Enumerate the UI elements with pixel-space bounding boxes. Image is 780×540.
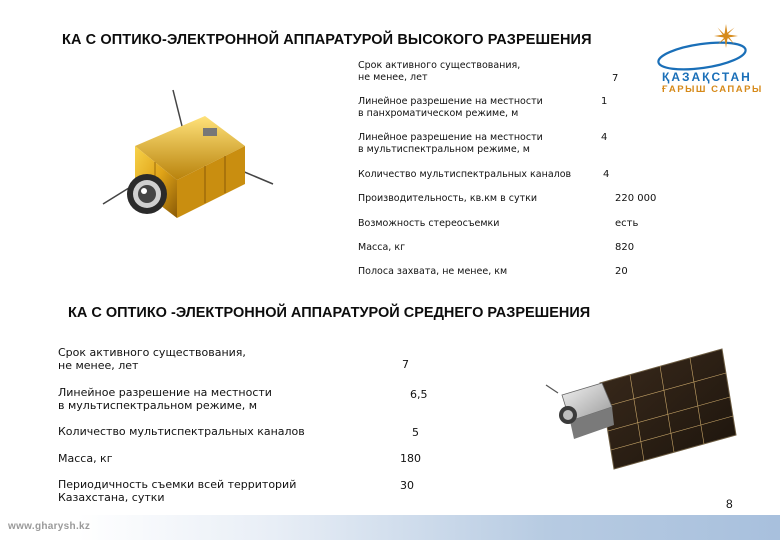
section-title-high-resolution: КА С ОПТИКО-ЭЛЕКТРОННОЙ АППАРАТУРОЙ ВЫСОКОГО РАЗРЕШЕНИЯ (62, 32, 592, 48)
high-row-4-value: 4 (603, 169, 610, 180)
high-row-6-value: есть (615, 218, 639, 229)
medium-row-5-label: Периодичность съемки всей территорий Казахстана, сутки (58, 478, 297, 504)
high-row-7-value: 820 (615, 242, 635, 253)
high-resolution-satellite-image (95, 88, 275, 238)
medium-row-1-label: Срок активного существования, не менее, лет (58, 346, 246, 372)
medium-row-5-value: 30 (400, 479, 414, 492)
high-row-6-label: Возможность стереосъемки (358, 218, 500, 229)
high-row-4-label: Количество мультиспектральных каналов (358, 169, 572, 180)
high-row-3-label: Линейное разрешение на местности в мультиспектральном режиме, м (358, 132, 543, 155)
page-number: 8 (726, 497, 733, 511)
medium-row-3-value: 5 (412, 426, 419, 439)
medium-row-4-label: Масса, кг (58, 452, 113, 465)
footer-url: www.gharysh.kz (8, 521, 91, 532)
medium-row-4-value: 180 (400, 452, 421, 465)
medium-row-1-value: 7 (402, 358, 409, 371)
medium-row-2-value: 6,5 (410, 388, 428, 401)
high-row-8-value: 20 (615, 266, 628, 277)
high-row-5-value: 220 000 (615, 193, 657, 204)
high-row-7-label: Масса, кг (358, 242, 406, 253)
high-row-1-value: 7 (612, 73, 619, 84)
footer-bar (0, 515, 780, 540)
high-row-1-label: Срок активного существования, не менее, лет (358, 60, 521, 83)
medium-row-3-label: Количество мультиспектральных каналов (58, 425, 305, 438)
logo-text-garysh-sapary: ҒАРЫШ САПАРЫ (662, 84, 763, 95)
high-row-3-value: 4 (601, 132, 608, 143)
high-row-2-label: Линейное разрешение на местности в панхроматическом режиме, м (358, 96, 543, 119)
section-title-medium-resolution: КА С ОПТИКО -ЭЛЕКТРОННОЙ АППАРАТУРОЙ СРЕДНЕГО РАЗРЕШЕНИЯ (68, 305, 591, 321)
high-row-5-label: Производительность, кв.км в сутки (358, 193, 538, 204)
medium-resolution-satellite-image (540, 345, 740, 475)
high-row-2-value: 1 (601, 96, 608, 107)
high-row-8-label: Полоса захвата, не менее, км (358, 266, 508, 277)
medium-row-2-label: Линейное разрешение на местности в мультиспектральном режиме, м (58, 386, 272, 412)
logo-text-kazakhstan: ҚАЗАҚСТАН (662, 70, 752, 84)
